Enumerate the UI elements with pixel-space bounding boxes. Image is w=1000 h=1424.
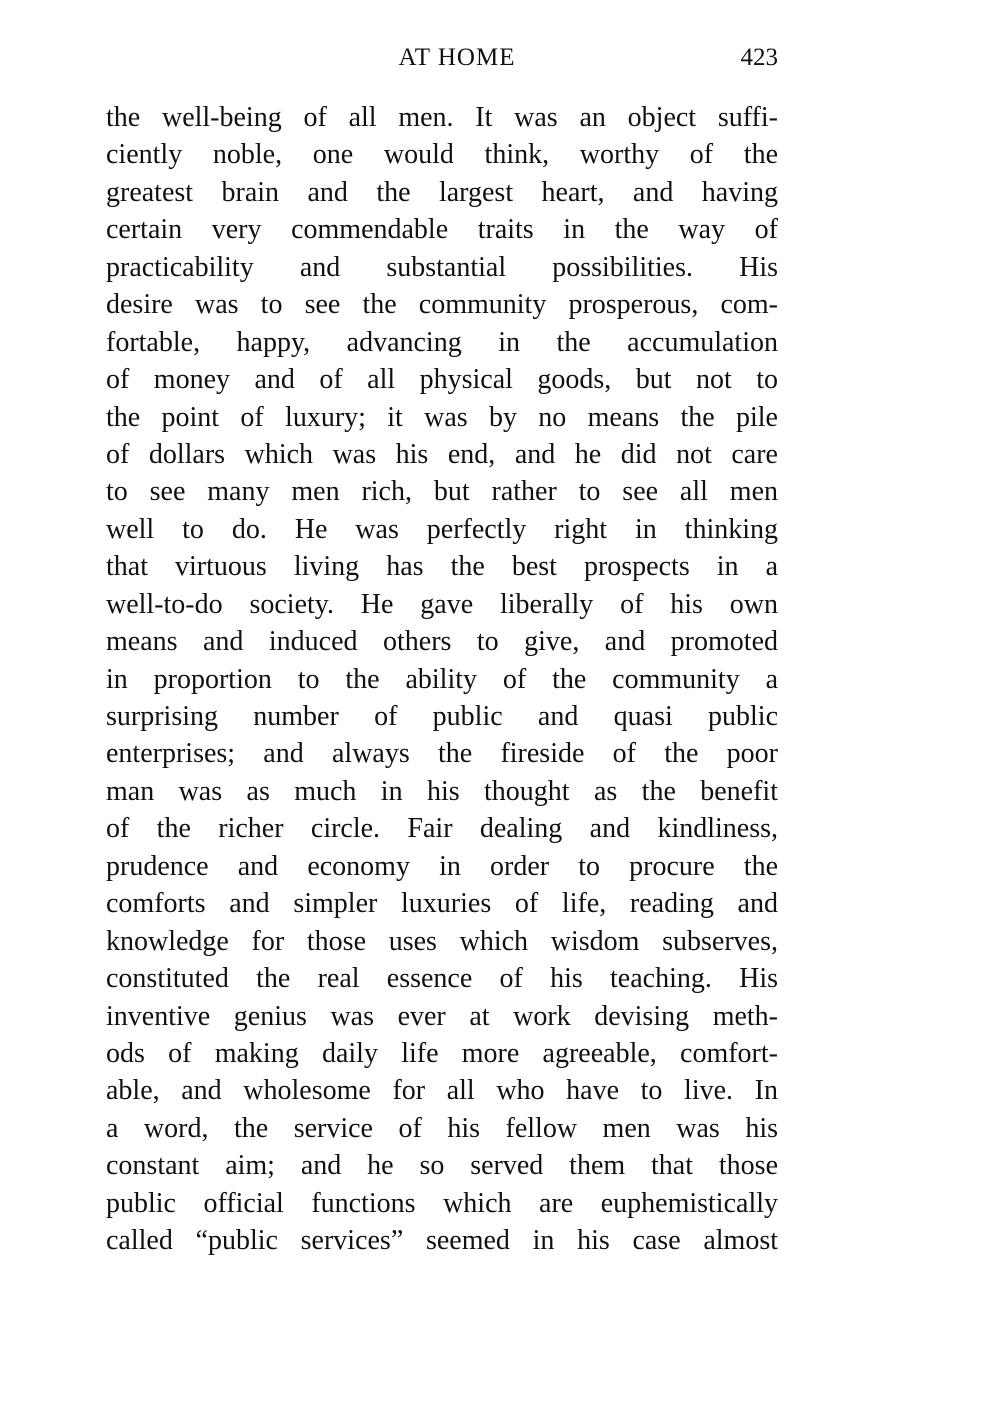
text-line: desire was to see the community prosperous, com- (106, 289, 778, 321)
text-line: well to do. He was perfectly right in thinking (106, 513, 778, 545)
page-header (106, 44, 778, 80)
text-line: well-to-do society. He gave liberally of his own (106, 588, 778, 620)
text-line: inventive genius was ever at work devising meth- (106, 1000, 778, 1032)
text-line: ciently noble, one would think, worthy of the (106, 139, 778, 171)
running-title: AT HOME (398, 44, 516, 71)
text-line: means and induced others to give, and promoted (106, 626, 778, 658)
text-line: able, and wholesome for all who have to live. In (106, 1075, 778, 1107)
text-line: surprising number of public and quasi public (106, 701, 778, 732)
body-text (106, 99, 778, 1260)
text-line: fortable, happy, advancing in the accumulation (106, 326, 778, 358)
text-line: public official functions which are euphemistically (106, 1187, 778, 1219)
text-line: ods of making daily life more agreeable, comfort- (106, 1037, 778, 1069)
text-line: called “public services” seemed in his case almost (106, 1225, 778, 1257)
text-line: knowledge for those uses which wisdom subserves, (106, 925, 778, 957)
text-line: a word, the service of his fellow men was his (106, 1112, 778, 1144)
text-line: of money and of all physical goods, but not to (106, 364, 778, 396)
text-line: the well-being of all men. It was an object suffi- (106, 102, 778, 133)
text-line: comforts and simpler luxuries of life, reading and (106, 888, 778, 920)
text-line: in proportion to the ability of the community a (106, 663, 778, 695)
text-line: greatest brain and the largest heart, and having (106, 176, 778, 208)
text-line: to see many men rich, but rather to see all men (106, 476, 778, 508)
text-line: practicability and substantial possibilities. His (106, 251, 778, 283)
text-line: of dollars which was his end, and he did not care (106, 438, 778, 470)
page-number: 423 (740, 44, 778, 71)
text-line: constituted the real essence of his teaching. His (106, 963, 778, 995)
text-line: man was as much in his thought as the benefit (106, 775, 778, 807)
text-line: certain very commendable traits in the way of (106, 214, 778, 246)
text-line: constant aim; and he so served them that those (106, 1150, 778, 1182)
text-line: that virtuous living has the best prospects in a (106, 551, 778, 583)
text-line: enterprises; and always the fireside of the poor (106, 738, 778, 770)
text-line: of the richer circle. Fair dealing and kindliness, (106, 813, 778, 845)
text-line: the point of luxury; it was by no means the pile (106, 401, 778, 433)
text-line: prudence and economy in order to procure the (106, 850, 778, 882)
